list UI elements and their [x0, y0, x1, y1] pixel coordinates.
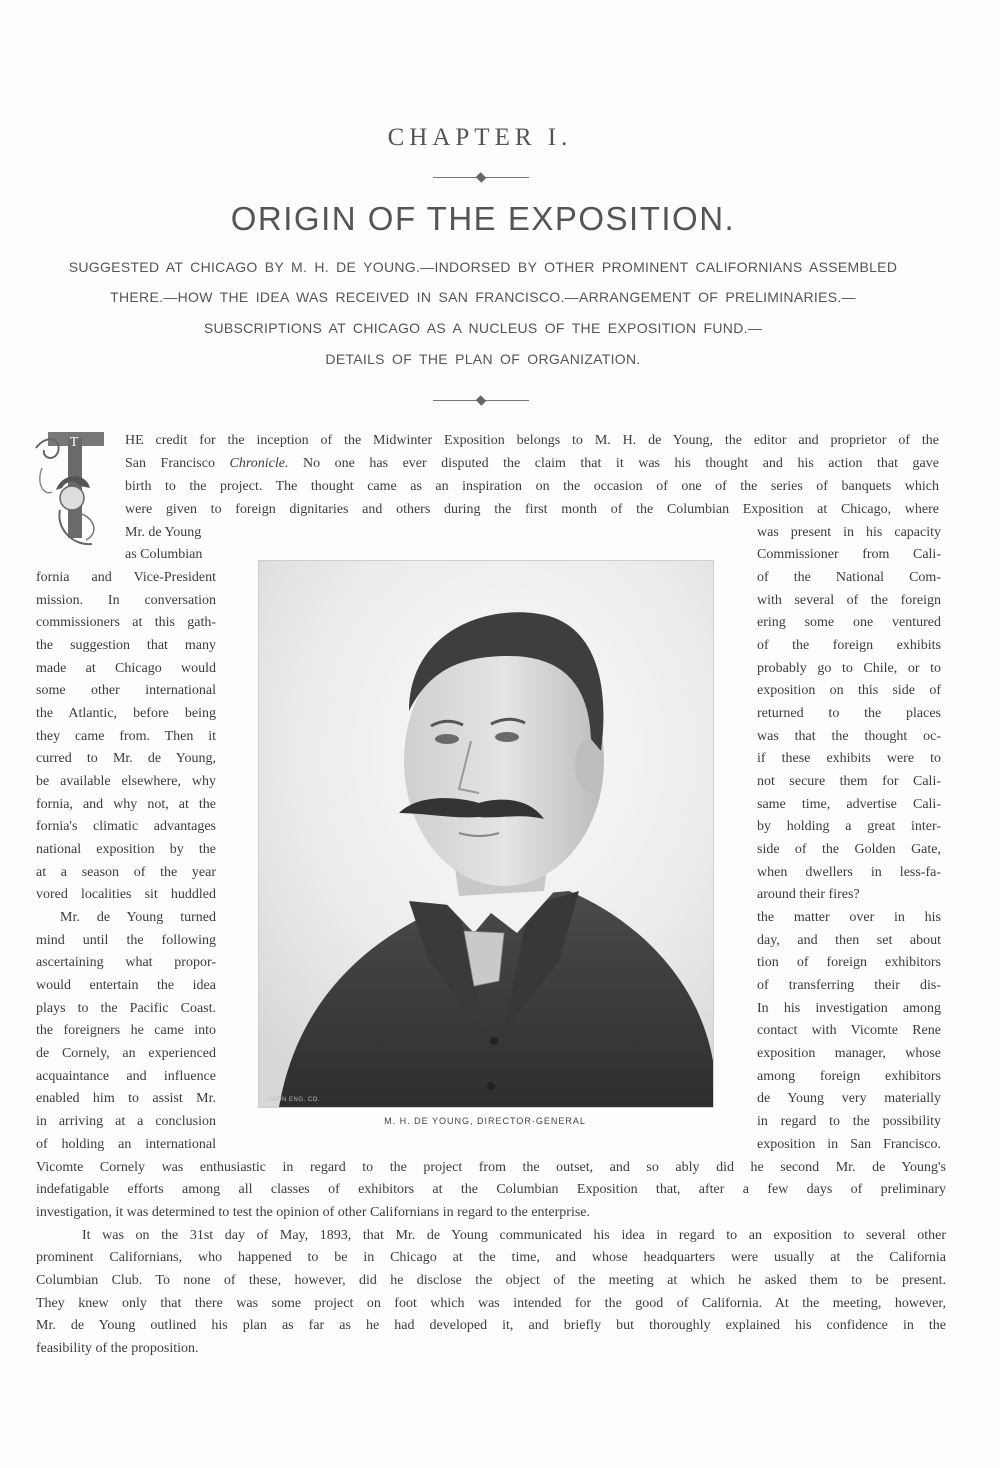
- right-column-line: same time, advertise Cali-: [757, 797, 941, 812]
- ornament-divider: [433, 397, 529, 405]
- right-column-line: was present in his capacity: [757, 525, 941, 540]
- text-line: feasibility of the proposition.: [36, 1341, 199, 1356]
- drop-cap-illustration: [32, 428, 112, 556]
- left-column-line: acquaintance and influence: [36, 1069, 216, 1084]
- engraver-mark: UNION ENG. CO.: [265, 1097, 321, 1103]
- text-line: Vicomte Cornely was enthusiastic in regard to the project from the outset, and so ably did he second Mr. de Young's: [36, 1160, 946, 1175]
- left-column-line: they came from. Then it: [36, 729, 216, 744]
- newspaper-name: Chronicle.: [229, 456, 289, 471]
- left-column-line: enabled him to assist Mr.: [36, 1091, 216, 1106]
- portrait-photo: [258, 560, 714, 1108]
- subtitle-line: THERE.—HOW THE IDEA WAS RECEIVED IN SAN FRANCISCO.—ARRANGEMENT OF PRELIMINARIES.—: [110, 289, 856, 305]
- right-column-line: the matter over in his: [757, 910, 941, 925]
- text-line: birth to the project. The thought came as an inspiration on the occasion of one of the series of banquets which: [125, 479, 939, 494]
- right-column-line: of the foreign exhibits: [757, 638, 941, 653]
- subtitle-line: DETAILS OF THE PLAN OF ORGANIZATION.: [325, 351, 641, 367]
- left-column-line: de Cornely, an experienced: [36, 1046, 216, 1061]
- left-column-line: fornia and Vice-President: [36, 570, 216, 585]
- text-line: Columbian Club. To none of these, however, did he disclose the object of the meeting at which he asked them to be present.: [36, 1273, 946, 1288]
- left-column-line: some other international: [36, 683, 216, 698]
- right-column-line: when dwellers in less-fa-: [757, 865, 941, 880]
- right-column-line: around their fires?: [757, 887, 860, 902]
- text-line: HE credit for the inception of the Midwinter Exposition belongs to M. H. de Young, the editor and proprietor of the: [125, 433, 939, 448]
- left-column-line: as Columbian: [125, 547, 203, 562]
- right-column-line: if these exhibits were to: [757, 751, 941, 766]
- left-column-line: the foreigners he came into: [36, 1023, 216, 1038]
- text-line: Mr. de Young outlined his plan as far as he had developed it, and briefly but thoroughly explained his confidence in the: [36, 1318, 946, 1333]
- subtitle-line: SUGGESTED AT CHICAGO BY M. H. DE YOUNG.—INDORSED BY OTHER PROMINENT CALIFORNIANS ASSEMBLED: [68, 259, 898, 275]
- left-column-line: vored localities sit huddled: [36, 887, 216, 902]
- left-column-line: made at Chicago would: [36, 661, 216, 676]
- right-column-line: was that the thought oc-: [757, 729, 941, 744]
- ornament-divider: [433, 174, 529, 182]
- left-column-line: Mr. de Young turned: [60, 910, 216, 925]
- left-column-line: Mr. de Young: [125, 525, 202, 540]
- right-column-line: de Young very materially: [757, 1091, 941, 1106]
- left-column-line: would entertain the idea: [36, 978, 216, 993]
- left-column-line: fornia's climatic advantages: [36, 819, 216, 834]
- right-column-line: of transferring their dis-: [757, 978, 941, 993]
- left-column-line: of holding an international: [36, 1137, 216, 1152]
- text-line: They knew only that there was some project on foot which was intended for the good of California. At the meeting, however,: [36, 1296, 946, 1311]
- right-column-line: exposition in San Francisco.: [757, 1137, 941, 1152]
- text-line: investigation, it was determined to test the opinion of other Californians in regard to the enterprise.: [36, 1205, 591, 1220]
- left-column-line: the suggestion that many: [36, 638, 216, 653]
- left-column-line: mind until the following: [36, 933, 216, 948]
- text-line: indefatigable efforts among all classes of exhibitors at the Columbian Exposition that, after a few days of preliminary: [36, 1182, 946, 1197]
- portrait-illustration: [259, 561, 713, 1107]
- svg-text:T: T: [69, 435, 79, 450]
- right-column-line: tion of foreign exhibitors: [757, 955, 941, 970]
- right-column-line: day, and then set about: [757, 933, 941, 948]
- right-column-line: among foreign exhibitors: [757, 1069, 941, 1084]
- chapter-heading: CHAPTER I.: [387, 124, 573, 151]
- right-column-line: by holding a great inter-: [757, 819, 941, 834]
- text-line: prominent Californians, who happened to be in Chicago at the time, and whose headquarters were usually at the California: [36, 1250, 946, 1265]
- left-column-line: plays to the Pacific Coast.: [36, 1001, 216, 1016]
- left-column-line: curred to Mr. de Young,: [36, 751, 216, 766]
- left-column-line: ascertaining what propor-: [36, 955, 216, 970]
- right-column-line: returned to the places: [757, 706, 941, 721]
- right-column-line: In his investigation among: [757, 1001, 941, 1016]
- right-column-line: with several of the foreign: [757, 593, 941, 608]
- text-line: San Francisco Chronicle. No one has ever disputed the claim that it was his thought and his action that gave: [125, 456, 939, 471]
- right-column-line: probably go to Chile, or to: [757, 661, 941, 676]
- left-column-line: mission. In conversation: [36, 593, 216, 608]
- text-line: were given to foreign dignitaries and others during the first month of the Columbian Exposition at Chicago, where: [125, 502, 939, 517]
- drop-cap: [32, 428, 112, 556]
- left-column-line: fornia, and why not, at the: [36, 797, 216, 812]
- left-column-line: national exposition by the: [36, 842, 216, 857]
- right-column-line: not secure them for Cali-: [757, 774, 941, 789]
- text-line: It was on the 31st day of May, 1893, that Mr. de Young communicated his idea in regard to an exposition to several other: [82, 1228, 946, 1243]
- right-column-line: of the National Com-: [757, 570, 941, 585]
- right-column-line: side of the Golden Gate,: [757, 842, 941, 857]
- page-title: ORIGIN OF THE EXPOSITION.: [230, 200, 736, 237]
- left-column-line: at a season of the year: [36, 865, 216, 880]
- right-column-line: ering some one ventured: [757, 615, 941, 630]
- photo-caption: M. H. DE YOUNG, DIRECTOR-GENERAL: [384, 1116, 586, 1126]
- right-column-line: exposition manager, whose: [757, 1046, 941, 1061]
- left-column-line: in arriving at a conclusion: [36, 1114, 216, 1129]
- right-column-line: contact with Vicomte Rene: [757, 1023, 941, 1038]
- subtitle-line: SUBSCRIPTIONS AT CHICAGO AS A NUCLEUS OF THE EXPOSITION FUND.—: [203, 320, 763, 336]
- left-column-line: the Atlantic, before being: [36, 706, 216, 721]
- left-column-line: commissioners at this gath-: [36, 615, 216, 630]
- right-column-line: exposition on this side of: [757, 683, 941, 698]
- right-column-line: in regard to the possibility: [757, 1114, 941, 1129]
- right-column-line: Commissioner from Cali-: [757, 547, 941, 562]
- left-column-line: be available elsewhere, why: [36, 774, 216, 789]
